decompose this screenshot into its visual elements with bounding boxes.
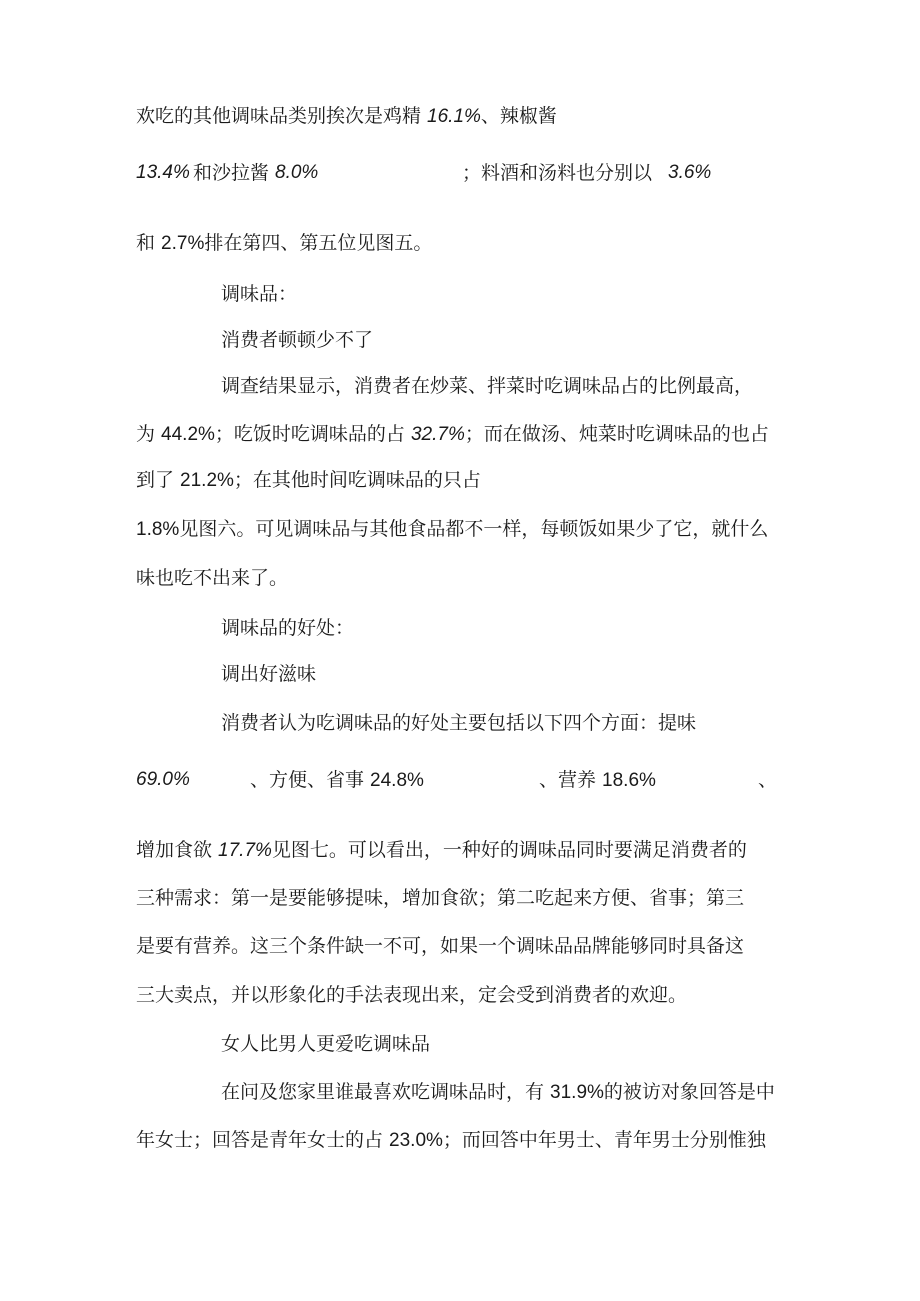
text: 和: [136, 232, 162, 254]
section-subheading: 调出好滋味: [221, 663, 317, 685]
paragraph-2-line-1: 调查结果显示，消费者在炒菜、拌菜时吃调味品占的比例最高，: [221, 375, 754, 397]
percent-value: 18.6%: [602, 770, 656, 791]
paragraph-1-line-2-pct-c: 3.6%: [668, 162, 712, 183]
percent-value: 32.7%: [410, 424, 465, 445]
percent-value: 21.2%: [180, 470, 234, 491]
paragraph-3-line-4: 三种需求：第一是要能够提味，增加食欲；第二吃起来方便、省事；第三: [136, 887, 745, 909]
text: 在问及您家里谁最喜欢吃调味品时，有: [221, 1081, 551, 1103]
paragraph-2-line-3: [136, 468, 481, 493]
paragraph-1-line-2-pct-b: 8.0%: [275, 162, 319, 183]
paragraph-3-line-5: 是要有营养。这三个条件缺一不可，如果一个调味品品牌能够同时具备这: [136, 935, 745, 957]
paragraph-2-line-2: [136, 422, 769, 447]
percent-value: 23.0%: [389, 1130, 443, 1151]
text: ；在其他时间吃调味品的只占: [233, 469, 481, 491]
paragraph-4-line-1: [221, 1080, 775, 1105]
section-heading: 调味品的好处：: [221, 617, 355, 639]
percent-value: 44.2%: [161, 424, 215, 445]
text: 年女士；回答是青年女士的占: [136, 1129, 390, 1151]
paragraph-3-line-2-mid-b: [539, 768, 656, 793]
text: ；而回答中年男士、青年男士分别惟独: [442, 1129, 766, 1151]
section-heading: 女人比男人更爱吃调味品: [221, 1033, 431, 1055]
percent-value: 24.8%: [370, 770, 424, 791]
paragraph-3-line-2-mid-a: [250, 768, 424, 793]
paragraph-1-line-2-mid-2: ；料酒和汤料也分别以: [462, 162, 653, 184]
paragraph-4-line-2: [136, 1128, 766, 1153]
text: 欢吃的其他调味品类别挨次是鸡精: [136, 105, 428, 127]
paragraph-3-line-3: [136, 838, 747, 863]
text: ；而在做汤、炖菜时吃调味品的也占: [464, 423, 769, 445]
percent-value: 31.9%: [550, 1082, 604, 1103]
text: 排在第四、第五位见图五。: [204, 232, 433, 254]
paragraph-3-line-2-tail: 、: [758, 769, 778, 791]
text: 的被访对象回答是中: [603, 1081, 775, 1103]
text: 、辣椒酱: [480, 105, 557, 127]
paragraph-1-line-2-mid: 和沙拉酱: [193, 162, 270, 184]
percent-value: 2.7%: [161, 233, 205, 254]
text: 、营养: [539, 769, 603, 791]
paragraph-2-line-4: [136, 517, 768, 542]
percent-value: 1.8%: [136, 519, 180, 540]
text: ；吃饭时吃调味品的占: [214, 423, 411, 445]
text: 见图六。可见调味品与其他食品都不一样，每顿饭如果少了它，就什么: [179, 518, 769, 540]
paragraph-3-line-1: 消费者认为吃调味品的好处主要包括以下四个方面：提味: [221, 712, 697, 734]
text: 为: [136, 423, 162, 445]
percent-value: 16.1%: [427, 106, 481, 127]
text: 见图七。可以看出，一种好的调味品同时要满足消费者的: [271, 839, 747, 861]
paragraph-3-line-2-pct-a: 69.0%: [136, 769, 190, 790]
paragraph-1-line-2-pct-a: 13.4%: [136, 162, 190, 183]
section-subheading: 消费者顿顿少不了: [221, 329, 374, 351]
section-heading: 调味品：: [221, 283, 298, 305]
paragraph-1-line-3: [136, 231, 432, 256]
text: 、方便、省事: [250, 769, 371, 791]
percent-value: 17.7%: [218, 840, 272, 861]
text: 到了: [136, 469, 181, 491]
paragraph-3-line-6: 三大卖点，并以形象化的手法表现出来，定会受到消费者的欢迎。: [136, 984, 688, 1006]
paragraph-2-line-5: 味也吃不出来了。: [136, 567, 289, 589]
text: 增加食欲: [136, 839, 219, 861]
paragraph-1-line-1: [136, 104, 557, 129]
